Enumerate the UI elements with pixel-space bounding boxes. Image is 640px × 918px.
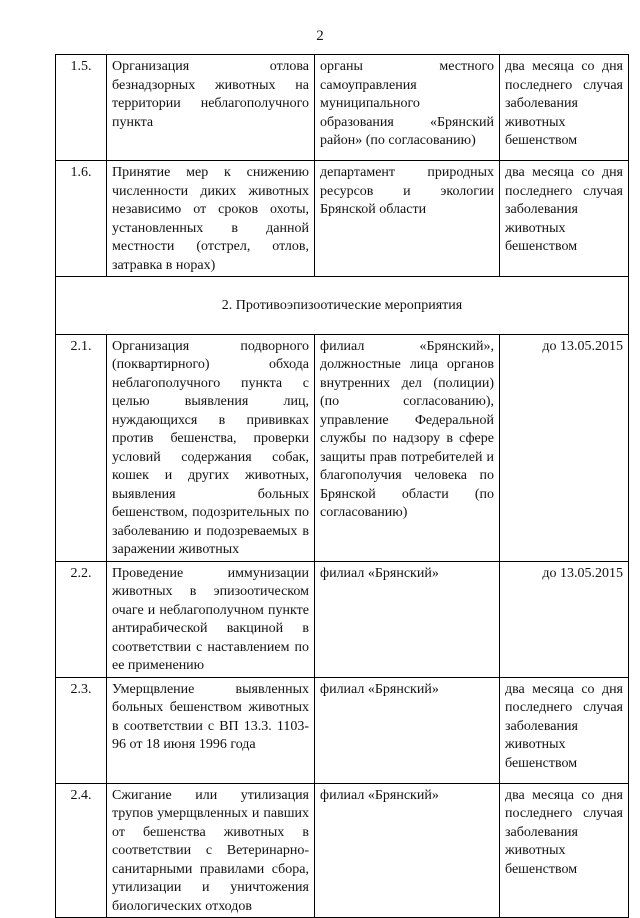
executor-cell: филиал «Брянский», должностные лица органов внутренних дел (полиции) (по согласованию), управление Федеральной службы по надзору в сфере защиты прав потребителей и благополучия человека по Брянской области (по согласованию) <box>315 334 500 561</box>
measures-table <box>55 54 629 918</box>
measure-cell: Умерщвление выявленных больных бешенством животных в соответствии с ВП 13.3. 1103-96 от 18 июня 1996 года <box>107 677 315 783</box>
section-title: 2. Противоэпизоотические мероприятия <box>56 277 629 335</box>
table-row <box>56 55 629 161</box>
term-cell: два месяца со дня последнего случая заболевания животных бешенством <box>500 783 629 918</box>
measure-cell: Организация подворного (поквартирного) обхода неблагополучного пункта с целью выявления лиц, нуждающихся в прививках против бешенства, проверки условий содержания собак, кошек и других животных, выявления больных бешенством, подозрительных по заболеванию и подозреваемых в заражении животных <box>107 334 315 561</box>
table-row <box>56 677 629 783</box>
table-row <box>56 783 629 918</box>
term-cell: два месяца со дня последнего случая заболевания животных бешенством <box>500 55 629 161</box>
term-cell: два месяца со дня последнего случая заболевания животных бешенством <box>500 161 629 277</box>
measure-cell: Организация отлова безнадзорных животных на территории неблагополучного пункта <box>107 55 315 161</box>
row-number: 2.1. <box>56 334 107 561</box>
term-cell: до 13.05.2015 <box>500 334 629 561</box>
table-row <box>56 161 629 277</box>
executor-cell: органы местного самоуправления муниципального образования «Брянский район» (по согласованию) <box>315 55 500 161</box>
section-header-row <box>56 277 629 335</box>
executor-cell: филиал «Брянский» <box>315 677 500 783</box>
row-number: 2.4. <box>56 783 107 918</box>
executor-cell: филиал «Брянский» <box>315 783 500 918</box>
measure-cell: Сжигание или утилизация трупов умерщвленных и павших от бешенства животных в соответствии с Ветеринарно-санитарными правилами сбора, утилизации и уничтожения биологических отходов <box>107 783 315 918</box>
row-number: 1.5. <box>56 55 107 161</box>
executor-cell: филиал «Брянский» <box>315 561 500 677</box>
term-cell: два месяца со дня последнего случая заболевания животных бешенством <box>500 677 629 783</box>
measure-cell: Проведение иммунизации животных в эпизоотическом очаге и неблагополучном пункте антирабической вакциной в соответствии с наставлением по ее применению <box>107 561 315 677</box>
executor-cell: департамент природных ресурсов и экологии Брянской области <box>315 161 500 277</box>
measure-cell: Принятие мер к снижению численности диких животных независимо от сроков охоты, установленных в данной местности (отстрел, отлов, затравка в норах) <box>107 161 315 277</box>
row-number: 2.2. <box>56 561 107 677</box>
table-row <box>56 334 629 561</box>
term-cell: до 13.05.2015 <box>500 561 629 677</box>
page-number: 2 <box>316 28 324 44</box>
row-number: 2.3. <box>56 677 107 783</box>
table-row <box>56 561 629 677</box>
row-number: 1.6. <box>56 161 107 277</box>
